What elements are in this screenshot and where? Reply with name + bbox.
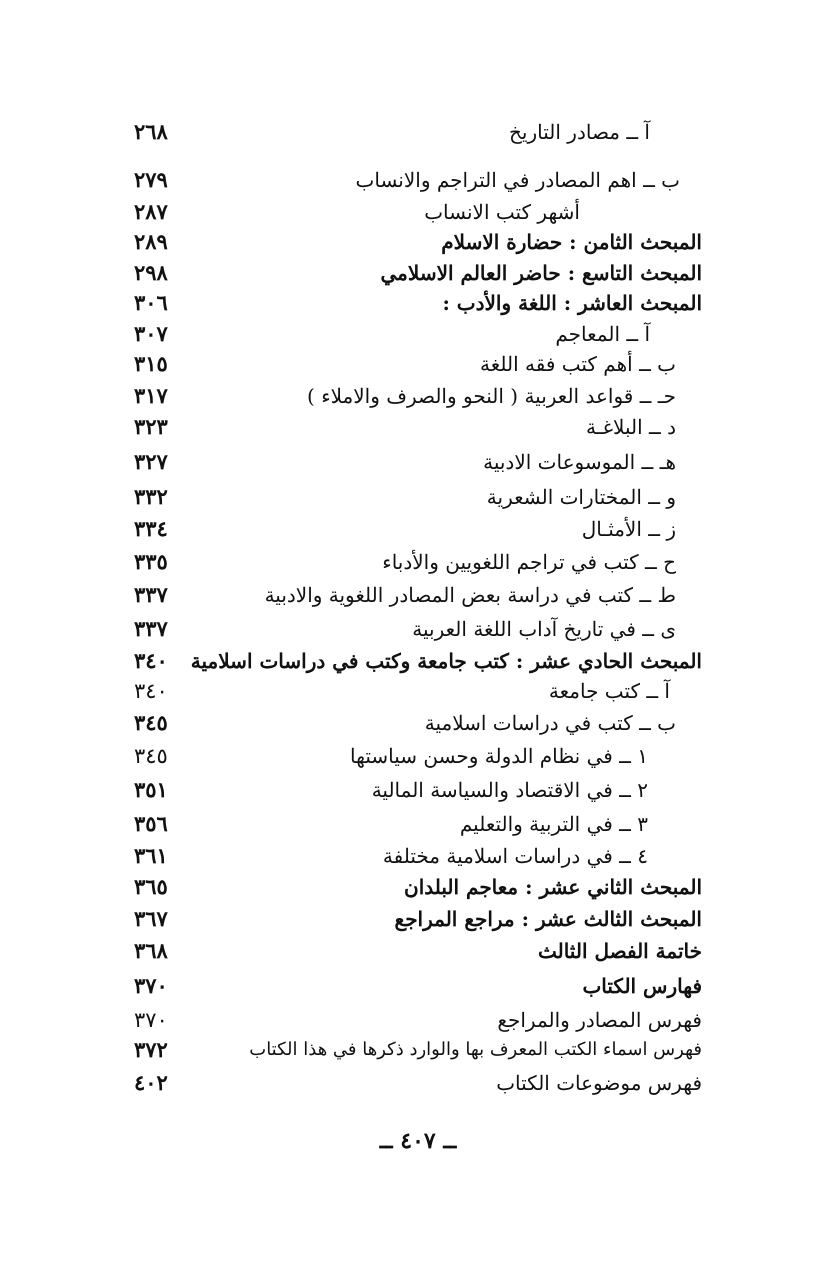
toc-entry-title: فهرس اسماء الكتب المعرف بها والوارد ذكرها في هذا الكتاب xyxy=(249,1039,702,1060)
toc-entry-title: ب ــ كتب في دراسات اسلامية xyxy=(424,711,676,735)
toc-entry-page: ٣٦٨ xyxy=(134,938,168,963)
toc-entry xyxy=(0,411,836,445)
toc-entry-page: ٣٥٦ xyxy=(134,811,168,836)
toc-entry-page: ٤٠٢ xyxy=(134,1070,168,1095)
toc-entry-page: ٣٠٦ xyxy=(134,290,168,315)
toc-entry-page: ٢٦٨ xyxy=(134,119,168,144)
toc-entry-page: ٣٤٥ xyxy=(134,710,168,735)
toc-entry xyxy=(0,446,836,480)
toc-entry-page: ٣٧٠ xyxy=(134,1008,168,1032)
toc-entry xyxy=(0,903,836,937)
toc-entry-title: المبحث الثامن : حضارة الاسلام xyxy=(441,230,702,254)
toc-entry-title: ٢ ــ في الاقتصاد والسياسة المالية xyxy=(371,778,648,802)
toc-entry-title: المبحث التاسع : حاضر العالم الاسلامي xyxy=(380,261,702,285)
toc-entry xyxy=(0,645,836,679)
toc-entry-page: ٣١٥ xyxy=(134,351,168,376)
toc-entry-page: ٣٢٧ xyxy=(134,449,168,474)
toc-entry-title: و ــ المختارات الشعرية xyxy=(486,485,676,509)
toc-entry-page: ٣١٧ xyxy=(134,383,168,408)
toc-entry-page: ٢٨٩ xyxy=(134,229,168,254)
toc-entry-page: ٣٣٧ xyxy=(134,616,168,641)
toc-entry-title: آ ــ مصادر التاريخ xyxy=(509,120,650,144)
toc-entry-page: ٣٣٤ xyxy=(134,516,168,541)
toc-entry-page: ٢٩٨ xyxy=(134,260,168,285)
toc-entry xyxy=(0,871,836,905)
toc-entry-page: ٣٧٢ xyxy=(134,1037,168,1062)
toc-entry xyxy=(0,513,836,547)
toc-entry-page: ٣٣٧ xyxy=(134,582,168,607)
toc-entry xyxy=(0,613,836,647)
toc-entry-page: ٣٣٢ xyxy=(134,484,168,509)
toc-entry-title: آ ــ كتب جامعة xyxy=(548,679,670,703)
toc-entry-title: ٣ ــ في التربية والتعليم xyxy=(459,812,648,836)
toc-entry xyxy=(0,579,836,613)
toc-entry xyxy=(0,164,836,198)
toc-entry-title: فهارس الكتاب xyxy=(582,974,702,998)
toc-entry-page: ٣٤٥ xyxy=(134,744,168,768)
toc-entry xyxy=(0,740,836,774)
toc-entry xyxy=(0,546,836,580)
toc-entry xyxy=(0,675,836,709)
toc-entry-page: ٣٦٧ xyxy=(134,906,168,931)
toc-entry-title: خاتمة الفصل الثالث xyxy=(537,939,702,963)
toc-entry xyxy=(0,257,836,291)
toc-entry-page: ٣٦١ xyxy=(134,843,168,868)
toc-entry-title: ز ــ الأمثـال xyxy=(581,517,676,541)
toc-entry xyxy=(0,1067,836,1101)
toc-entry-title: المبحث الثالث عشر : مراجع المراجع xyxy=(394,907,702,931)
toc-entry xyxy=(0,380,836,414)
toc-entry-page: ٢٧٩ xyxy=(134,167,168,192)
toc-entry-page: ٢٨٧ xyxy=(134,199,168,224)
toc-entry-page: ٣٧٠ xyxy=(134,973,168,998)
toc-entry-title: ب ــ اهم المصادر في التراجم والانساب xyxy=(355,168,680,192)
toc-entry xyxy=(0,196,836,230)
toc-entry-title: ب ــ أهم كتب فقه اللغة xyxy=(480,352,676,376)
toc-entry xyxy=(0,318,836,352)
toc-entry-page: ٣٤٠ xyxy=(134,648,168,673)
toc-entry xyxy=(0,935,836,969)
toc-entry-title: ٤ ــ في دراسات اسلامية مختلفة xyxy=(382,844,648,868)
toc-entry-page: ٣٠٧ xyxy=(134,321,168,346)
toc-entry xyxy=(0,287,836,321)
toc-entry xyxy=(0,226,836,260)
toc-entry xyxy=(0,481,836,515)
toc-entry xyxy=(0,1034,836,1068)
toc-entry xyxy=(0,1004,836,1038)
toc-entry-title: ط ــ كتب في دراسة بعض المصادر اللغوية والادبية xyxy=(264,583,676,607)
toc-entry xyxy=(0,707,836,741)
toc-entry xyxy=(0,970,836,1004)
toc-entry xyxy=(0,774,836,808)
toc-entry-title: د ــ البلاغـة xyxy=(586,415,676,439)
toc-entry-page: ٣٦٥ xyxy=(134,874,168,899)
toc-entry-title: ح ــ كتب في تراجم اللغويين والأدباء xyxy=(382,550,676,574)
toc-entry-page: ٣٢٣ xyxy=(134,414,168,439)
toc-entry-title: آ ــ المعاجم xyxy=(555,322,650,346)
toc-entry-page: ٣٥١ xyxy=(134,777,168,802)
toc-entry-title: أشهر كتب الانساب xyxy=(424,200,580,224)
page-number: ــ ٤٠٧ ــ xyxy=(379,1128,457,1154)
toc-entry-title: ١ ــ في نظام الدولة وحسن سياستها xyxy=(350,744,648,768)
toc-entry-title: المبحث الثاني عشر : معاجم البلدان xyxy=(404,875,702,899)
toc-entry-page: ٣٣٥ xyxy=(134,549,168,574)
toc-entry-title: فهرس المصادر والمراجع xyxy=(497,1008,702,1032)
toc-entry xyxy=(0,840,836,874)
toc-entry xyxy=(0,116,836,150)
toc-entry-title: حـ ــ قواعد العربية ( النحو والصرف والاملاء ) xyxy=(307,384,676,408)
toc-entry-title: ى ــ في تاريخ آداب اللغة العربية xyxy=(412,617,676,641)
toc-entry-title: المبحث الحادي عشر : كتب جامعة وكتب في دراسات اسلامية xyxy=(190,649,702,673)
toc-entry-title: هـ ــ الموسوعات الادبية xyxy=(483,450,676,474)
toc-entry xyxy=(0,348,836,382)
toc-entry-title: فهرس موضوعات الكتاب xyxy=(496,1071,702,1095)
toc-entry-page: ٣٤٠ xyxy=(134,679,168,703)
toc-entry xyxy=(0,808,836,842)
toc-entry-title: المبحث العاشر : اللغة والأدب : xyxy=(442,291,702,315)
